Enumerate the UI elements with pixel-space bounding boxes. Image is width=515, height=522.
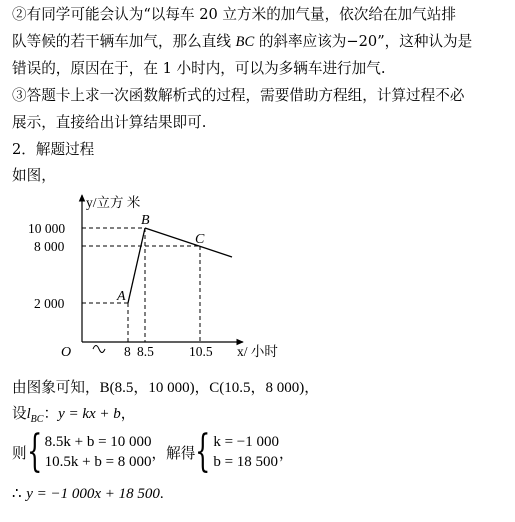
final-answer-line <box>12 484 164 504</box>
point-c-label: C <box>195 232 205 247</box>
system-equation: 10.5k + b = 8 000 <box>44 454 152 470</box>
result-equations <box>213 432 279 472</box>
text-line-p2-1: ③答题卡上求一次函数解析式的过程，需要借助方程组，计算过程不必 <box>12 87 465 104</box>
point-a-label: A <box>117 289 126 304</box>
point-b-label: B <box>141 213 150 228</box>
text-segment: ， <box>194 379 210 396</box>
result-equation: b = 18 500 <box>213 454 279 470</box>
segment-bc-extended <box>145 228 232 257</box>
y-tick-label: 2 000 <box>34 296 65 311</box>
text-segment: 设 <box>12 405 27 422</box>
x-axis-label: x/ 小时 <box>237 344 278 359</box>
text-segment: ， <box>304 379 319 396</box>
line-variable: l <box>26 406 31 422</box>
left-brace: { <box>195 426 211 477</box>
text-line-p1-3: 错误的，原因在于，在 1 小时内，可以为多辆车进行加气. <box>12 60 386 77</box>
text-segment: 队等候的若干辆车加气，那么直线 <box>12 33 236 50</box>
axis-break-mark <box>93 346 105 353</box>
text-segment: . <box>159 486 164 502</box>
text-segment: ， <box>120 405 136 422</box>
y-tick-label: 10 000 <box>28 221 66 236</box>
origin-label: O <box>61 345 72 360</box>
intro-text: 如图， <box>12 167 56 184</box>
solve-label: ，解得 <box>151 444 196 462</box>
segment-ab <box>128 228 145 303</box>
x-tick-label: 8.5 <box>137 344 154 359</box>
equation-system-line <box>12 426 294 477</box>
point-c-coords: C(10.5，8 000) <box>209 380 305 396</box>
y-tick-label: 8 000 <box>34 239 65 254</box>
therefore-symbol: ∴ <box>12 486 22 502</box>
text-segment: 由图象可知， <box>12 379 100 396</box>
system-equations <box>45 432 152 472</box>
left-brace: { <box>26 426 43 477</box>
section-heading: 2．解题过程 <box>12 141 95 158</box>
text-segment: ， <box>279 444 294 462</box>
y-axis-label: y/立方 米 <box>86 195 141 210</box>
x-tick-label: 8 <box>124 344 131 359</box>
line-subscript: BC <box>30 413 44 425</box>
result-equation: k = −1 000 <box>213 434 279 450</box>
variable-bc: BC <box>235 34 255 50</box>
point-b-coords: B(8.5，10 000) <box>99 380 195 396</box>
text-segment: 的斜率应该为−20”，这种认为是 <box>254 33 473 50</box>
final-expression: y = −1 000x + 18 500 <box>26 486 160 502</box>
system-equation: 8.5k + b = 10 000 <box>44 434 152 450</box>
then-label: 则 <box>12 444 27 462</box>
solution-points-line <box>12 378 319 398</box>
text-line-p1-1: ②有同学可能会认为“以每车 20 立方米的加气量，依次给在加气站排 <box>12 6 456 23</box>
text-segment: ： <box>43 405 59 422</box>
linear-equation: y = kx + b <box>58 406 121 422</box>
text-line-p2-2: 展示，直接给出计算结果即可. <box>12 114 207 131</box>
x-tick-label: 10.5 <box>189 344 213 359</box>
